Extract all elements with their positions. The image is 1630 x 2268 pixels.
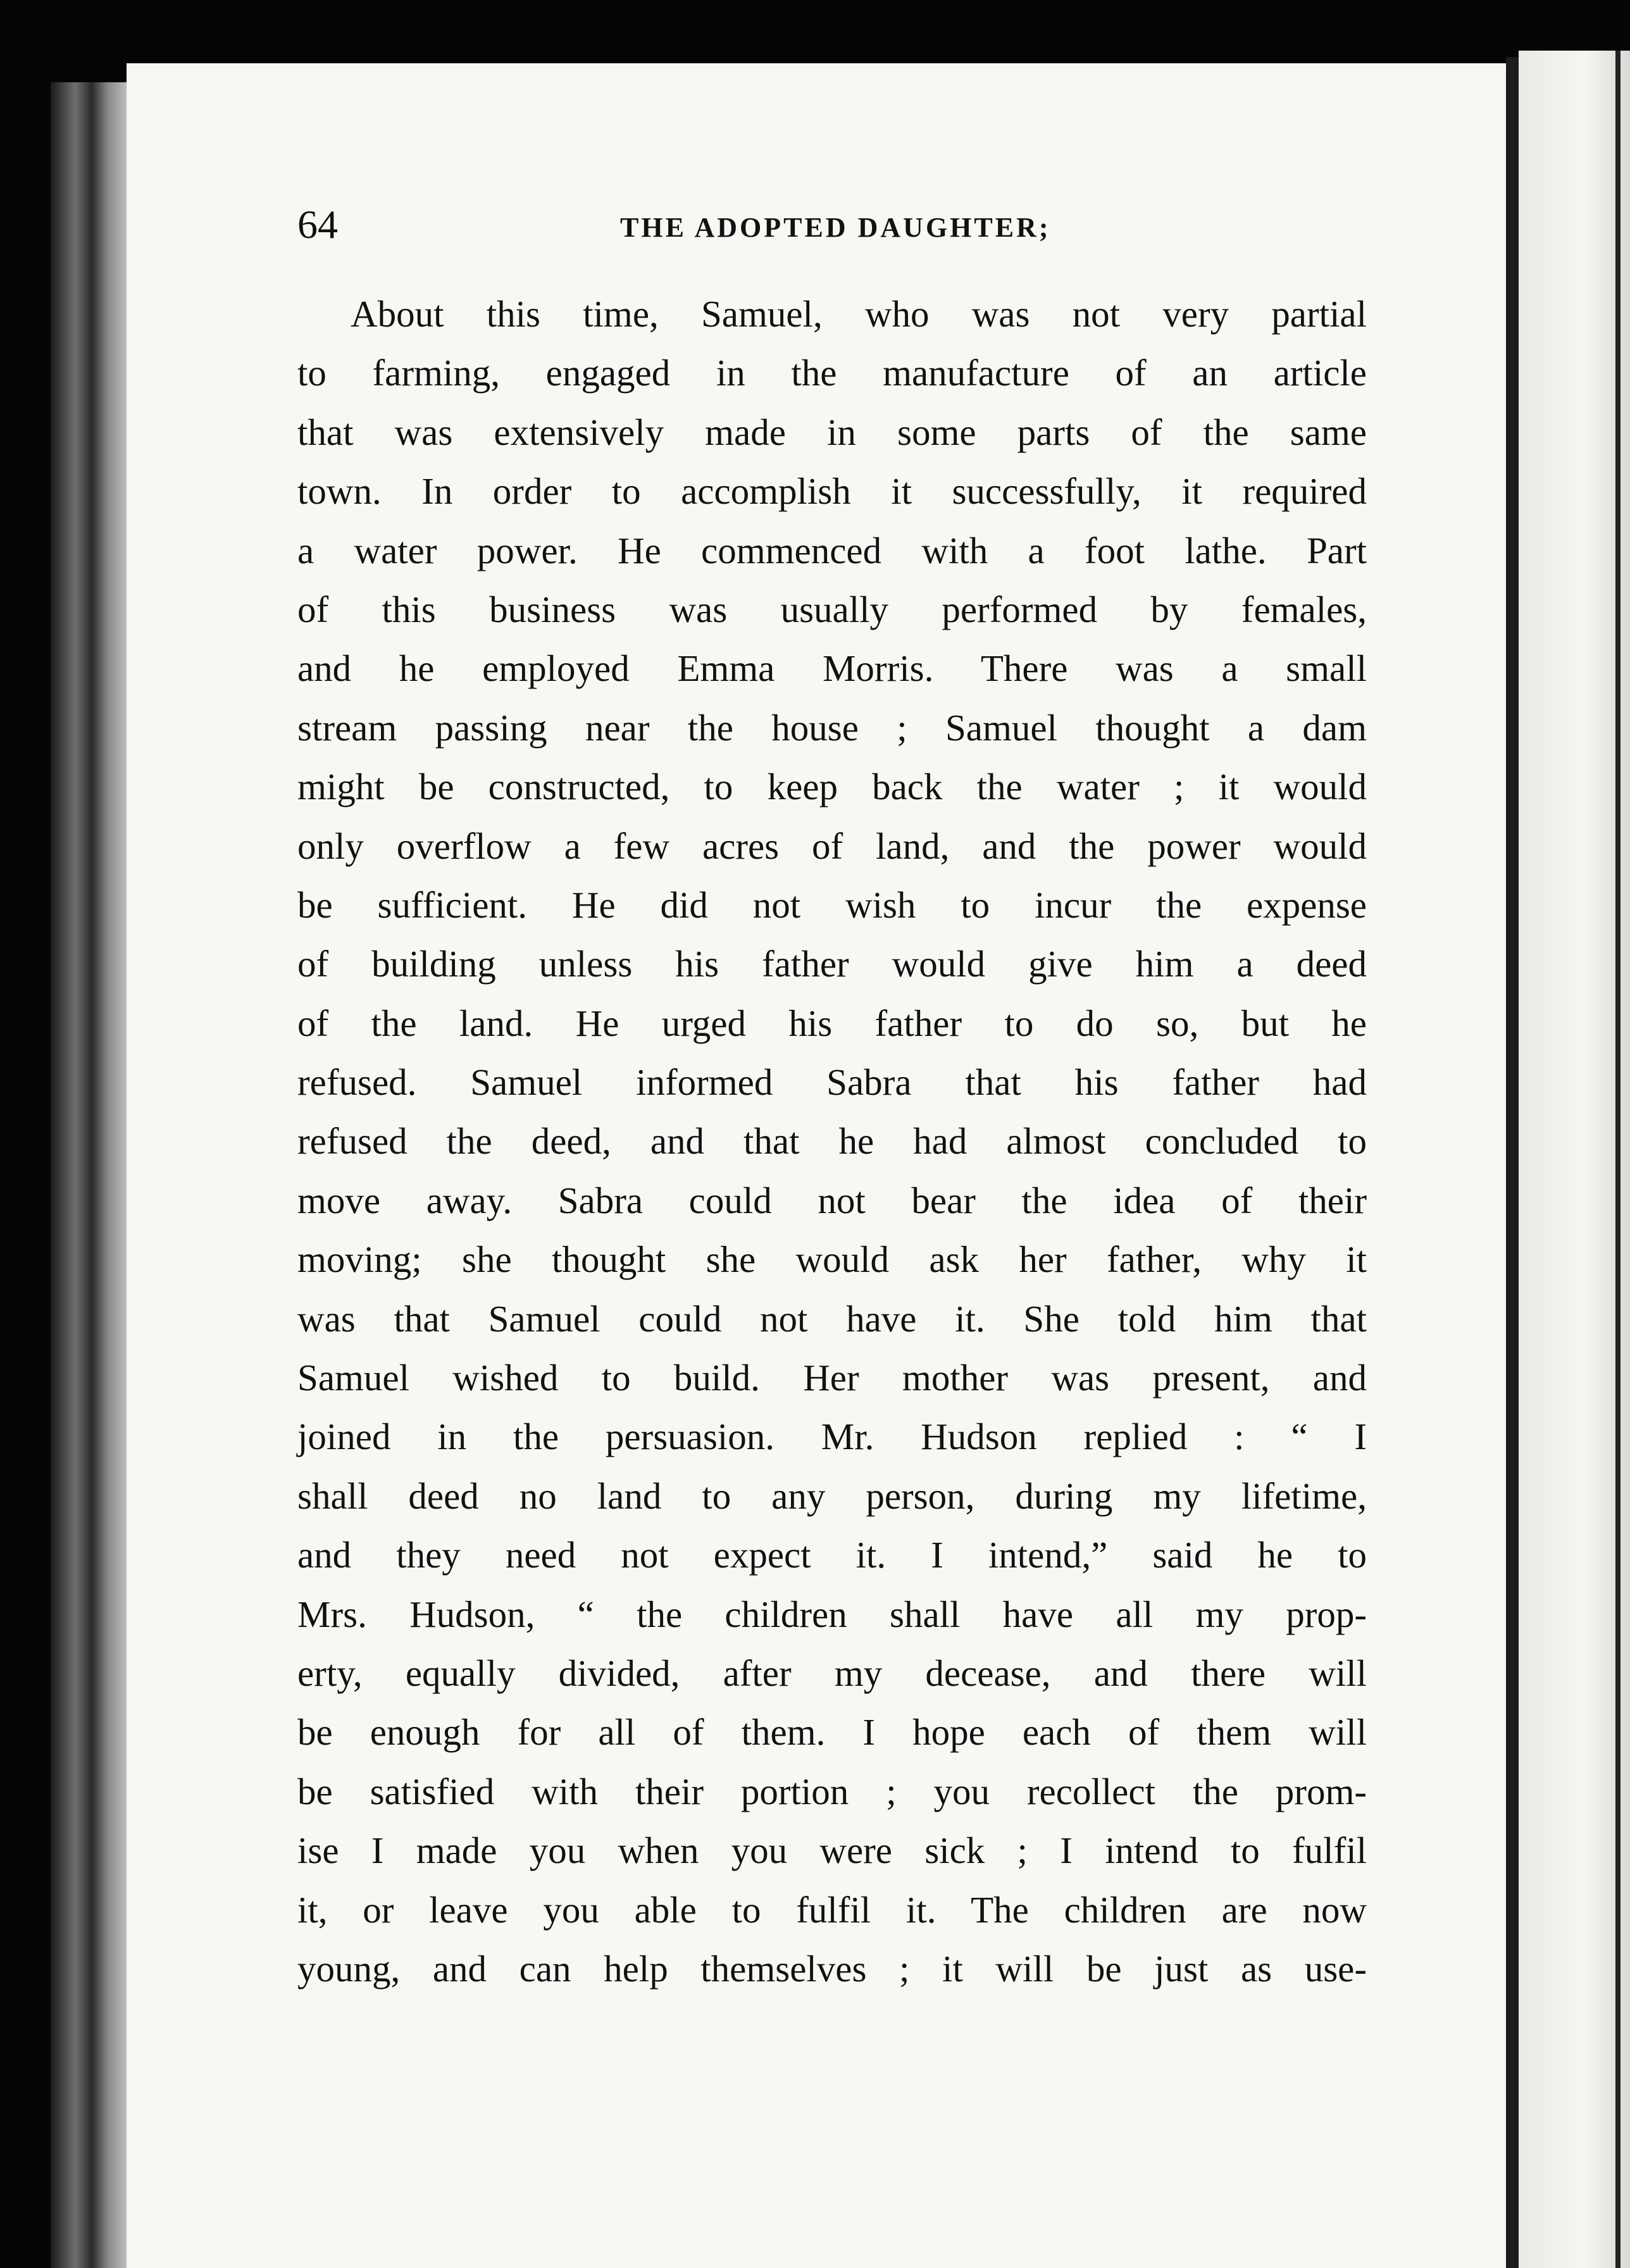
page-number: 64	[297, 202, 338, 247]
text-line: and they need not expect it. I intend,” said he to	[297, 1534, 1367, 1576]
text-line: be sufficient. He did not wish to incur the expense	[297, 883, 1367, 926]
text-line: and he employed Emma Morris. There was a small	[297, 647, 1367, 690]
facing-page-strip	[1519, 51, 1630, 2268]
text-line: town. In order to accomplish it successfully, it required	[297, 470, 1367, 513]
text-line: young, and can help themselves ; it will be just as use-	[297, 1947, 1367, 1990]
text-line: was that Samuel could not have it. She told him that	[297, 1297, 1367, 1340]
text-line: joined in the persuasion. Mr. Hudson replied : “ I	[297, 1416, 1367, 1458]
text-line: move away. Sabra could not bear the idea of their	[297, 1179, 1367, 1221]
text-line: be enough for all of them. I hope each of them will	[297, 1711, 1367, 1754]
text-line: that was extensively made in some parts of the same	[297, 411, 1367, 453]
book-page-edges	[51, 82, 133, 2268]
running-head	[297, 193, 1411, 256]
text-line: ise I made you when you were sick ; I intend to fulfil	[297, 1829, 1367, 1872]
text-line: Samuel wished to build. Her mother was present, and	[297, 1357, 1367, 1399]
text-line: moving; she thought she would ask her father, why it	[297, 1238, 1367, 1281]
text-line: shall deed no land to any person, during my lifetime,	[297, 1474, 1367, 1517]
facing-page-edge	[1615, 51, 1621, 2268]
text-line: of building unless his father would give him a deed	[297, 943, 1367, 985]
text-line: to farming, engaged in the manufacture of an article	[297, 352, 1367, 394]
text-line: refused the deed, and that he had almost concluded to	[297, 1120, 1367, 1162]
text-line: of the land. He urged his father to do so, but he	[297, 1002, 1367, 1044]
text-line: refused. Samuel informed Sabra that his father had	[297, 1061, 1367, 1104]
text-line: a water power. He commenced with a foot lathe. Part	[297, 529, 1367, 571]
text-line: Mrs. Hudson, “ the children shall have all my prop-	[297, 1593, 1367, 1635]
text-line: might be constructed, to keep back the water ; it would	[297, 766, 1367, 808]
text-line: stream passing near the house ; Samuel thought a dam	[297, 706, 1367, 749]
text-line: only overflow a few acres of land, and the power would	[297, 825, 1367, 867]
text-line: About this time, Samuel, who was not very partial	[351, 293, 1367, 335]
text-line: of this business was usually performed by females,	[297, 588, 1367, 630]
body-text	[297, 285, 1367, 1998]
text-line: erty, equally divided, after my decease, and there will	[297, 1652, 1367, 1694]
running-head-title: THE ADOPTED DAUGHTER;	[620, 212, 1051, 243]
page-fold-shadow	[1506, 57, 1519, 2268]
text-line: it, or leave you able to fulfil it. The children are now	[297, 1888, 1367, 1931]
text-line: be satisfied with their portion ; you recollect the prom-	[297, 1770, 1367, 1812]
